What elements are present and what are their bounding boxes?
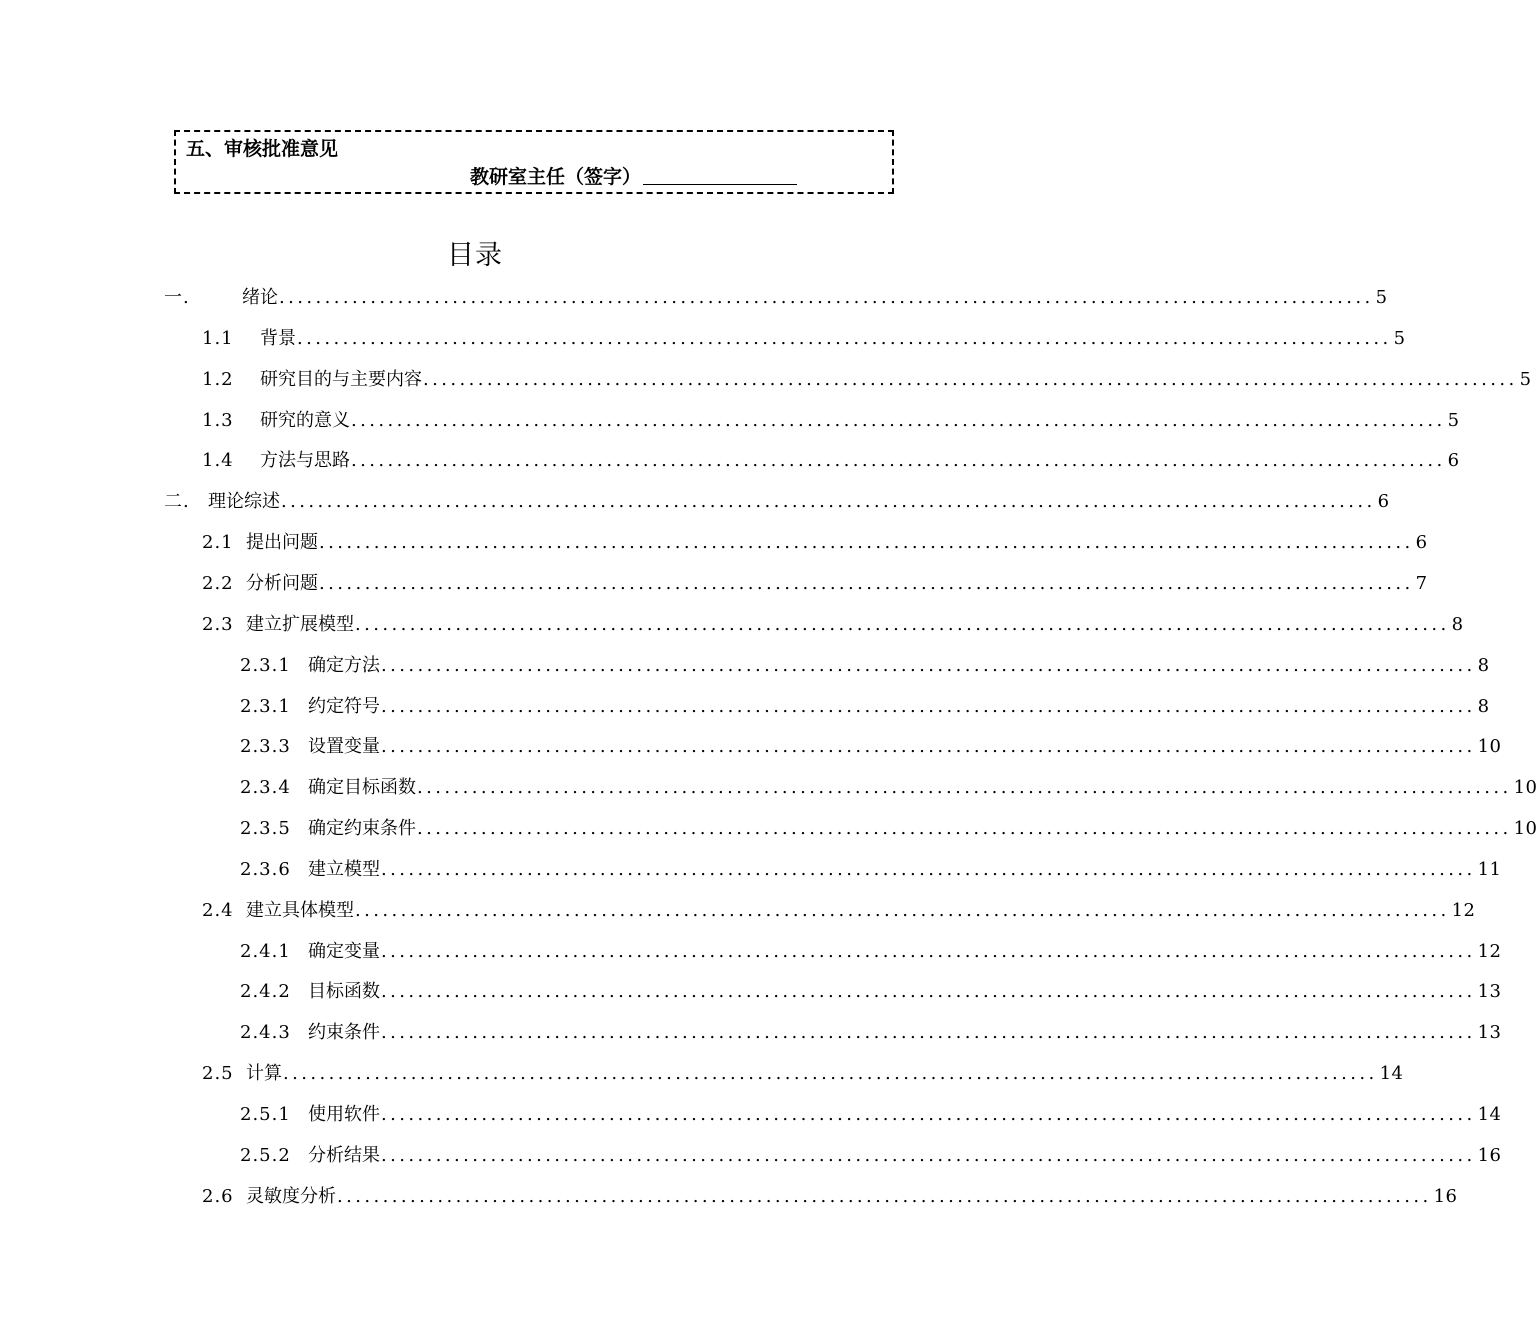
- toc-leader-dots: ........................................................................................................................: [351, 410, 1446, 431]
- toc-leader-dots: ........................................................................................................................: [279, 287, 1374, 308]
- toc-entry-number: 2.5.1: [240, 1104, 291, 1125]
- toc-entry-title: 绪论: [242, 287, 278, 308]
- toc-entry-title: 确定目标函数: [308, 777, 416, 798]
- toc-leader-dots: ........................................................................................................................: [283, 1063, 1378, 1084]
- toc-entry-page: 10: [1477, 736, 1502, 757]
- toc-entry-page: 8: [1477, 696, 1490, 717]
- toc-entry-page: 6: [1447, 450, 1460, 471]
- toc-entry[interactable]: [240, 734, 1502, 760]
- toc-entry[interactable]: [240, 1143, 1502, 1169]
- toc-entry-page: 8: [1451, 614, 1464, 635]
- toc-entry[interactable]: [202, 367, 1532, 393]
- toc-entry-title: 目标函数: [308, 981, 380, 1002]
- toc-entry-title: 使用软件: [308, 1104, 380, 1125]
- toc-entry-number: 1.1: [202, 328, 234, 349]
- toc-entry-number: 2.3.3: [240, 736, 291, 757]
- toc-entry[interactable]: [202, 1184, 1458, 1210]
- toc-entry[interactable]: [240, 857, 1502, 883]
- toc-entry-title: 研究目的与主要内容: [260, 369, 422, 390]
- toc-entry-number: 2.3.1: [240, 696, 291, 717]
- toc-entry-title: 约束条件: [308, 1022, 380, 1043]
- toc-entry[interactable]: [240, 979, 1502, 1005]
- toc-entry-number: 1.4: [202, 450, 234, 471]
- toc-leader-dots: ........................................................................................................................: [423, 369, 1518, 390]
- toc-entry[interactable]: [202, 612, 1464, 638]
- toc-leader-dots: ........................................................................................................................: [381, 1145, 1476, 1166]
- toc-entry-number: 2.5.2: [240, 1145, 291, 1166]
- toc-entry-number: 2.3.6: [240, 859, 291, 880]
- toc-entry-number: 2.4.1: [240, 941, 291, 962]
- review-section-title: 五、审核批准意见: [186, 138, 339, 160]
- toc-entry-number: 1.2: [202, 369, 234, 390]
- toc-entry[interactable]: [240, 816, 1538, 842]
- toc-entry[interactable]: [164, 489, 1390, 515]
- toc-entry-page: 13: [1477, 981, 1502, 1002]
- toc-entry-title: 确定变量: [308, 941, 380, 962]
- toc-entry-page: 13: [1477, 1022, 1502, 1043]
- toc-leader-dots: ........................................................................................................................: [381, 941, 1476, 962]
- toc-entry[interactable]: [240, 1020, 1502, 1046]
- toc-entry-number: 2.5: [202, 1063, 234, 1084]
- toc-entry[interactable]: [240, 939, 1502, 965]
- toc-entry-number: 2.4.2: [240, 981, 291, 1002]
- toc-leader-dots: ........................................................................................................................: [417, 818, 1512, 839]
- toc-leader-dots: ........................................................................................................................: [337, 1186, 1432, 1207]
- toc-entry[interactable]: [240, 775, 1538, 801]
- toc-entry-page: 14: [1379, 1063, 1404, 1084]
- toc-entry-title: 计算: [246, 1063, 282, 1084]
- toc-leader-dots: ........................................................................................................................: [297, 328, 1392, 349]
- toc-entry-number: 2.4: [202, 900, 234, 921]
- toc-entry-page: 16: [1477, 1145, 1502, 1166]
- toc-entry-page: 5: [1519, 369, 1532, 390]
- toc-entry-page: 5: [1447, 410, 1460, 431]
- toc-entry-page: 6: [1377, 491, 1390, 512]
- signature-label: 教研室主任（签字）: [470, 166, 642, 188]
- toc-entry-page: 5: [1393, 328, 1406, 349]
- toc-entry-page: 10: [1513, 777, 1538, 798]
- toc-entry-title: 背景: [260, 328, 296, 349]
- toc-leader-dots: ........................................................................................................................: [381, 859, 1476, 880]
- toc-entry-title: 分析问题: [246, 573, 318, 594]
- toc-entry[interactable]: [202, 448, 1460, 474]
- toc-entry-number: 1.3: [202, 410, 234, 431]
- toc-entry-title: 分析结果: [308, 1145, 380, 1166]
- toc-entry-title: 方法与思路: [260, 450, 350, 471]
- toc-entry-title: 提出问题: [246, 532, 318, 553]
- toc-entry-number: 2.3.4: [240, 777, 291, 798]
- toc-leader-dots: ........................................................................................................................: [351, 450, 1446, 471]
- toc-entry-page: 11: [1477, 859, 1502, 880]
- toc-entry-title: 灵敏度分析: [246, 1186, 336, 1207]
- toc-leader-dots: ........................................................................................................................: [381, 981, 1476, 1002]
- toc-entry-number: 2.6: [202, 1186, 234, 1207]
- toc-entry-title: 确定约束条件: [308, 818, 416, 839]
- toc-entry[interactable]: [202, 898, 1476, 924]
- toc-entry-page: 16: [1433, 1186, 1458, 1207]
- toc-leader-dots: ........................................................................................................................: [381, 1104, 1476, 1125]
- toc-entry-number: 2.3: [202, 614, 234, 635]
- toc-entry-number: 2.2: [202, 573, 234, 594]
- toc-leader-dots: ........................................................................................................................: [381, 696, 1476, 717]
- toc-entry-title: 研究的意义: [260, 410, 350, 431]
- toc-entry[interactable]: [202, 408, 1460, 434]
- toc-leader-dots: ........................................................................................................................: [381, 736, 1476, 757]
- toc-entry-title: 确定方法: [308, 655, 380, 676]
- toc-entry-number: 2.3.1: [240, 655, 291, 676]
- toc-entry[interactable]: [202, 571, 1428, 597]
- toc-entry-page: 10: [1513, 818, 1538, 839]
- toc-entry-page: 8: [1477, 655, 1490, 676]
- toc-leader-dots: ........................................................................................................................: [319, 573, 1414, 594]
- toc-entry-number: 二.: [164, 491, 190, 512]
- toc-entry-number: 2.1: [202, 532, 234, 553]
- toc-leader-dots: ........................................................................................................................: [319, 532, 1414, 553]
- toc-entry-title: 理论综述: [208, 491, 280, 512]
- toc-entry-page: 7: [1415, 573, 1428, 594]
- toc-leader-dots: ........................................................................................................................: [381, 1022, 1476, 1043]
- toc-entry-number: 一.: [164, 287, 190, 308]
- toc-leader-dots: ........................................................................................................................: [381, 655, 1476, 676]
- toc-leader-dots: ........................................................................................................................: [281, 491, 1376, 512]
- toc-entry-title: 建立具体模型: [246, 900, 354, 921]
- toc-entry[interactable]: [202, 1061, 1404, 1087]
- toc-entry-title: 设置变量: [308, 736, 380, 757]
- toc-entry-number: 2.4.3: [240, 1022, 291, 1043]
- toc-leader-dots: ........................................................................................................................: [355, 614, 1450, 635]
- toc-entry[interactable]: [240, 653, 1490, 679]
- toc-entry-page: 14: [1477, 1104, 1502, 1125]
- toc-entry[interactable]: [202, 326, 1406, 352]
- toc-leader-dots: ........................................................................................................................: [355, 900, 1450, 921]
- toc-entry-page: 5: [1375, 287, 1388, 308]
- toc-entry-page: 12: [1451, 900, 1476, 921]
- toc-heading: 目录: [447, 240, 503, 271]
- toc-entry-title: 约定符号: [308, 696, 380, 717]
- toc-entry-title: 建立扩展模型: [246, 614, 354, 635]
- toc-entry-number: 2.3.5: [240, 818, 291, 839]
- toc-entry[interactable]: [164, 285, 1388, 311]
- toc-entry-page: 12: [1477, 941, 1502, 962]
- toc-entry[interactable]: [240, 1102, 1502, 1128]
- toc-entry-page: 6: [1415, 532, 1428, 553]
- toc-entry[interactable]: [240, 694, 1490, 720]
- toc-leader-dots: ........................................................................................................................: [417, 777, 1512, 798]
- toc-entry[interactable]: [202, 530, 1428, 556]
- toc-entry-title: 建立模型: [308, 859, 380, 880]
